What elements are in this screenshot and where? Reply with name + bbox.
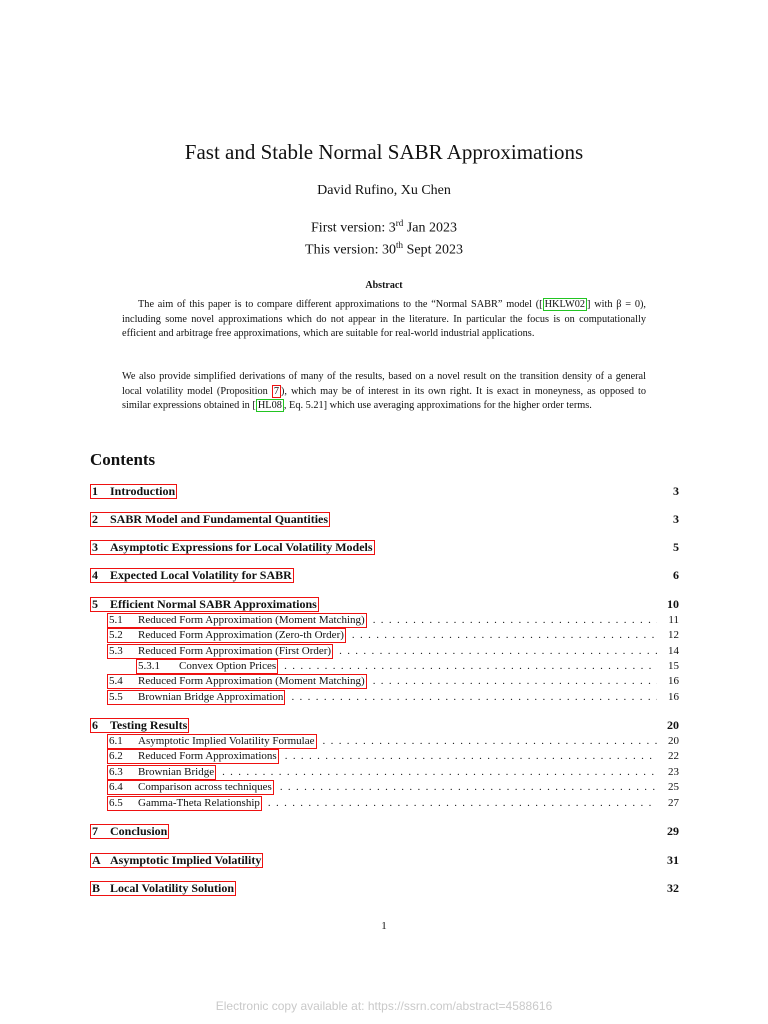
toc-page-number: 16: [668, 675, 679, 687]
toc-label: Reduced Form Approximations: [138, 750, 277, 762]
this-version-line: This version: 30th Sept 2023: [305, 239, 463, 258]
toc-dot-leader: [291, 691, 657, 703]
toc-entry: [90, 540, 679, 556]
toc-link[interactable]: [90, 853, 263, 868]
toc-entry: [90, 568, 679, 584]
toc-number: 6.2: [109, 750, 123, 762]
toc-label: Local Volatility Solution: [110, 881, 235, 895]
toc-entry: [90, 718, 679, 734]
toc-dot-leader: [339, 645, 657, 657]
toc-dot-leader: [352, 629, 657, 641]
toc-number: 5.1: [109, 614, 123, 626]
toc-label: Introduction: [110, 484, 176, 498]
toc-page-number: 32: [667, 881, 679, 895]
abstract-paragraph-1: The aim of this paper is to compare different approximations to the “Normal SABR” model ([ HKLW02 ] with β = 0), including some novel approximations which do not appear in the literature. In particular the focus is on computationally efficient and arbitrage free approximations, which are suitable for real-world industrial applications.: [122, 299, 646, 339]
toc-label: SABR Model and Fundamental Quantities: [110, 512, 329, 526]
toc-page-number: 25: [668, 781, 679, 793]
toc-label: Gamma-Theta Relationship: [138, 797, 260, 809]
toc-entry: [107, 765, 679, 781]
paper-authors: David Rufino, Xu Chen: [317, 183, 451, 198]
toc-link[interactable]: [107, 690, 285, 705]
toc-page-number: 27: [668, 797, 679, 809]
toc-label: Efficient Normal SABR Approximations: [110, 597, 317, 611]
toc-link[interactable]: [107, 628, 346, 643]
toc-number: 5.3: [109, 645, 123, 657]
toc-number: 6.4: [109, 781, 123, 793]
toc-link[interactable]: [107, 613, 367, 628]
toc-entry: [107, 674, 679, 690]
toc-link[interactable]: [107, 780, 274, 795]
toc-page-number: 5: [673, 540, 679, 554]
toc-link[interactable]: [107, 734, 317, 749]
first-version-line: First version: 3rd Jan 2023: [311, 218, 457, 236]
toc-link[interactable]: [90, 484, 177, 499]
toc-entry: [90, 824, 679, 840]
toc-page-number: 20: [668, 735, 679, 747]
toc-number: 5.3.1: [138, 660, 160, 672]
version-info: [0, 215, 768, 258]
toc-number: 5.5: [109, 691, 123, 703]
toc-link[interactable]: [90, 824, 169, 839]
toc-link[interactable]: [90, 540, 375, 555]
toc-dot-leader: [323, 735, 658, 747]
toc-link[interactable]: [90, 568, 294, 583]
toc-page-number: 12: [668, 629, 679, 641]
paper-title: Fast and Stable Normal SABR Approximations: [184, 140, 584, 164]
toc-label: Conclusion: [110, 824, 168, 838]
toc-page-number: 23: [668, 766, 679, 778]
toc-number: 5: [92, 597, 98, 611]
toc-link[interactable]: [107, 765, 216, 780]
toc-page-number: 31: [667, 853, 679, 867]
toc-entry: [90, 512, 679, 528]
ssrn-footer: Electronic copy available at: https://ssrn.com/abstract=4588616: [215, 999, 553, 1013]
toc-dot-leader: [268, 797, 657, 809]
toc-number: 6: [92, 718, 98, 732]
toc-link[interactable]: [90, 881, 236, 896]
toc-entry: [107, 780, 679, 796]
toc-label: Convex Option Prices: [179, 660, 277, 672]
toc-entry: [90, 597, 679, 613]
toc-number: 6.3: [109, 766, 123, 778]
toc-label: Comparison across techniques: [138, 781, 272, 793]
toc-label: Reduced Form Approximation (Zero-th Order): [138, 629, 344, 641]
toc-page-number: 16: [668, 691, 679, 703]
toc-number: 6.5: [109, 797, 123, 809]
toc-number: A: [92, 853, 101, 867]
toc-label: Expected Local Volatility for SABR: [110, 568, 292, 582]
toc-label: Brownian Bridge Approximation: [138, 691, 284, 703]
toc-entry: [90, 881, 679, 897]
toc-page-number: 3: [673, 512, 679, 526]
toc-dot-leader: [284, 660, 657, 672]
toc-page-number: 11: [668, 614, 679, 626]
toc-entry: [90, 484, 679, 500]
toc-entry: [107, 796, 679, 812]
toc-label: Brownian Bridge: [138, 766, 215, 778]
toc-dot-leader: [285, 750, 657, 762]
citation-link-hl08[interactable]: HL08: [257, 400, 282, 411]
toc-link[interactable]: [107, 749, 279, 764]
toc-number: 4: [92, 568, 98, 582]
toc-label: Reduced Form Approximation (Moment Matching): [138, 675, 365, 687]
toc-label: Testing Results: [110, 718, 188, 732]
toc-entry: [107, 734, 679, 750]
toc-number: 6.1: [109, 735, 123, 747]
toc-dot-leader: [373, 675, 657, 687]
toc-link[interactable]: [136, 659, 278, 674]
toc-page-number: 22: [668, 750, 679, 762]
proposition-link[interactable]: 7: [273, 385, 279, 397]
toc-label: Reduced Form Approximation (Moment Matching): [138, 614, 365, 626]
toc-number: 1: [92, 484, 98, 498]
toc-entry: [107, 644, 679, 660]
toc-entry: [107, 690, 679, 706]
page-number: 1: [381, 920, 387, 932]
toc-entry: [136, 659, 679, 675]
toc-page-number: 10: [667, 597, 679, 611]
contents-heading: Contents: [90, 450, 156, 469]
toc-label: Asymptotic Expressions for Local Volatility Models: [110, 540, 373, 554]
toc-label: Asymptotic Implied Volatility: [110, 853, 262, 867]
toc-page-number: 20: [667, 718, 679, 732]
toc-link[interactable]: [90, 512, 330, 527]
toc-page-number: 6: [673, 568, 679, 582]
toc-entry: [107, 613, 679, 629]
toc-number: B: [92, 881, 101, 895]
toc-entry: [107, 628, 679, 644]
citation-link-hklw02[interactable]: HKLW02: [544, 299, 585, 310]
toc-link[interactable]: [107, 674, 367, 689]
toc-link[interactable]: [90, 718, 189, 733]
toc-dot-leader: [280, 781, 657, 793]
toc-page-number: 15: [668, 660, 679, 672]
toc-page-number: 3: [673, 484, 679, 498]
abstract-paragraph-2: We also provide simplified derivations of many of the results, based on a novel result on the transition density of a general local volatility model (Proposition 7 ), which may be of interest in its own right. It is exact in moneyness, as opposed to similar expressions obtained in [ HL08 , Eq. 5.21] which use averaging approximations for the higher order terms.: [122, 371, 646, 411]
toc-number: 7: [92, 824, 98, 838]
toc-label: Reduced Form Approximation (First Order): [138, 645, 332, 657]
toc-number: 3: [92, 540, 98, 554]
toc-number: 2: [92, 512, 98, 526]
toc-entry: [107, 749, 679, 765]
toc-page-number: 14: [668, 645, 679, 657]
toc-page-number: 29: [667, 824, 679, 838]
toc-dot-leader: [222, 766, 657, 778]
toc-number: 5.4: [109, 675, 123, 687]
toc-number: 5.2: [109, 629, 123, 641]
toc-label: Asymptotic Implied Volatility Formulae: [138, 735, 315, 747]
toc-link[interactable]: [90, 597, 319, 612]
toc-dot-leader: [373, 614, 657, 626]
toc-entry: [90, 853, 679, 869]
toc-link[interactable]: [107, 796, 262, 811]
abstract-heading: Abstract: [365, 280, 403, 291]
toc-link[interactable]: [107, 644, 333, 659]
